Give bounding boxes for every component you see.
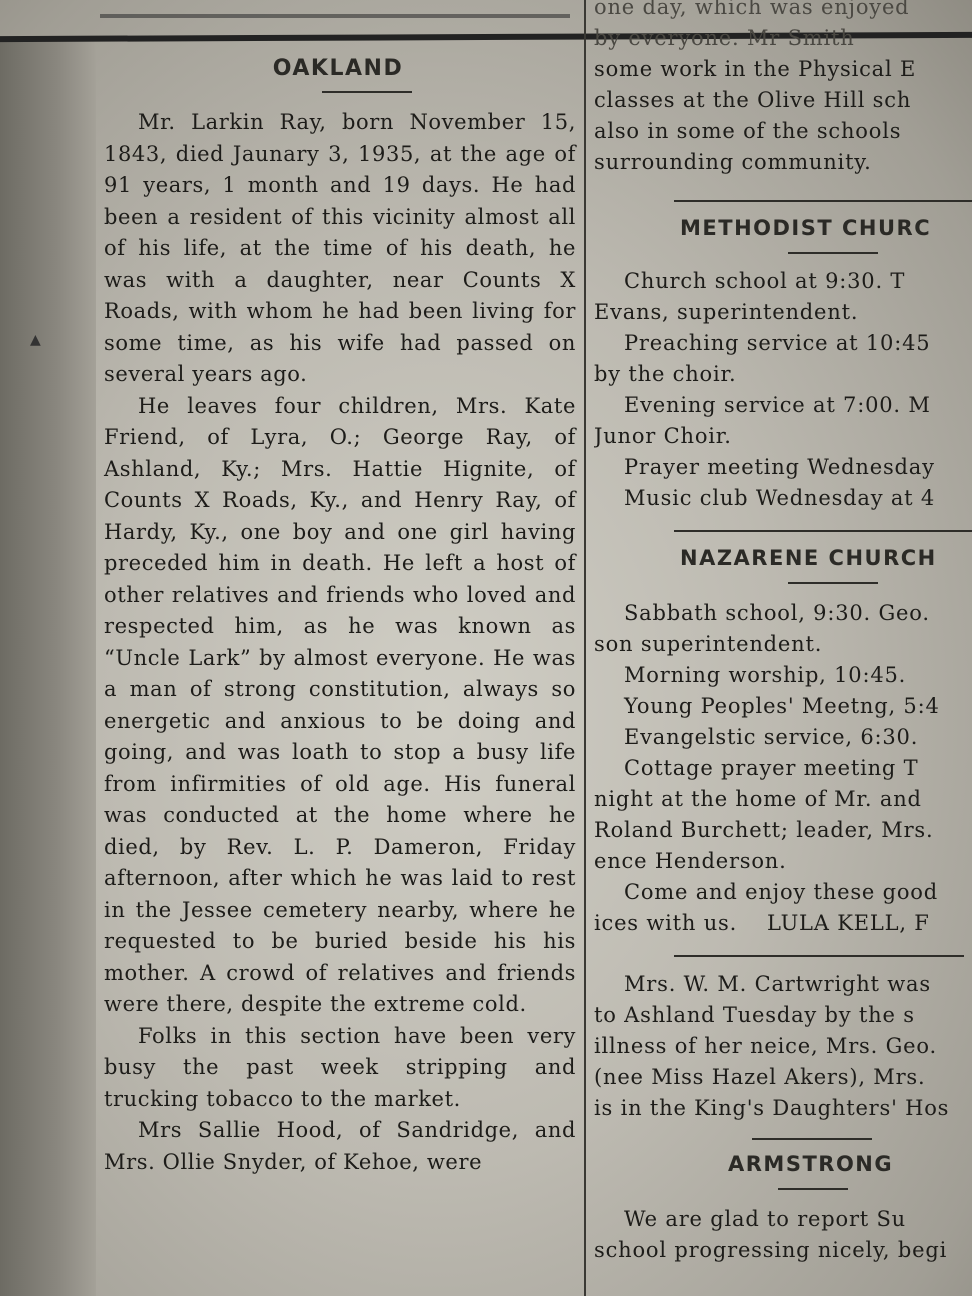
text-line: by everyone. Mr Smith bbox=[594, 26, 855, 50]
heading-rule bbox=[788, 252, 878, 254]
nazarene-listing bbox=[594, 598, 972, 939]
obituary-paragraph-2: He leaves four children, Mrs. Kate Friend, of Lyra, O.; George Ray, of Ashland, Ky.; Mrs. Hattie Hignite, of Counts X Roads, Ky., and Henry Ray, of Hardy, Ky., one boy and one girl having preceded him in death. He left a host of other relatives and friends who loved and respected him, as he was known as “Uncle Lark” by almost everyone. He was a man of strong constitution, always so energetic and anxious to be doing and going, and was loath to stop a busy life from infirmities of old age. His funeral was conducted at the home where he died, by Rev. L. P. Dameron, Friday afternoon, after which he was laid to rest in the Jessee cemetery nearby, where he requested to be buried beside his his mother. A crowd of relatives and friends were there, despite the extreme cold. bbox=[104, 393, 576, 1016]
text-line: illness of her neice, Mrs. Geo. bbox=[594, 1034, 937, 1058]
news-paragraph-tobacco: Folks in this section have been very busy the past week stripping and trucking tobacco to the market. bbox=[104, 1023, 576, 1111]
text-line: classes at the Olive Hill sch bbox=[594, 88, 912, 112]
text-line: also in some of the schools bbox=[594, 119, 902, 143]
oakland-heading: OAKLAND bbox=[272, 56, 404, 81]
text-line: Roland Burchett; leader, Mrs. bbox=[594, 818, 934, 842]
cartwright-item bbox=[594, 969, 972, 1124]
section-rule bbox=[674, 955, 964, 957]
text-line: ices with us. LULA KELL, F bbox=[594, 911, 930, 935]
text-line: Mrs. W. M. Cartwright was bbox=[624, 972, 931, 996]
heading-rule bbox=[778, 1188, 848, 1190]
text-line: surrounding community. bbox=[594, 150, 872, 174]
text-line: Evening service at 7:00. M bbox=[624, 393, 931, 417]
text-line: Come and enjoy these good bbox=[624, 880, 938, 904]
page-shadow-edge bbox=[0, 40, 96, 1296]
text-line: Cottage prayer meeting T bbox=[624, 756, 919, 780]
text-line: Evangelstic service, 6:30. bbox=[624, 725, 919, 749]
text-line: ence Henderson. bbox=[594, 849, 787, 873]
news-paragraph-visitors: Mrs Sallie Hood, of Sandridge, and Mrs. Ollie Snyder, of Kehoe, were bbox=[104, 1118, 576, 1174]
text-line: Music club Wednesday at 4 bbox=[624, 486, 936, 510]
text-line: school progressing nicely, begi bbox=[594, 1238, 948, 1262]
text-line: We are glad to report Su bbox=[624, 1207, 907, 1231]
text-line: (nee Miss Hazel Akers), Mrs. bbox=[594, 1065, 926, 1089]
methodist-heading: METHODIST CHURC bbox=[680, 216, 932, 240]
text-line: son superintendent. bbox=[594, 632, 823, 656]
armstrong-heading: ARMSTRONG bbox=[728, 1152, 894, 1176]
text-line: by the choir. bbox=[594, 362, 737, 386]
text-line: night at the home of Mr. and bbox=[594, 787, 922, 811]
text-line: Evans, superintendent. bbox=[594, 300, 859, 324]
text-line: Preaching service at 10:45 bbox=[624, 331, 931, 355]
margin-mark: ▲ bbox=[30, 332, 41, 348]
continued-article bbox=[594, 0, 972, 178]
left-column bbox=[104, 0, 576, 1178]
text-line: is in the King's Daughters' Hos bbox=[594, 1096, 950, 1120]
nazarene-heading: NAZARENE CHURCH bbox=[680, 546, 937, 570]
section-rule bbox=[752, 1138, 872, 1140]
text-line: some work in the Physical E bbox=[594, 57, 917, 81]
text-line: Church school at 9:30. T bbox=[624, 269, 906, 293]
text-line: Junor Choir. bbox=[594, 424, 732, 448]
armstrong-listing bbox=[594, 1204, 972, 1266]
text-line: one day, which was enjoyed bbox=[594, 0, 910, 19]
text-line: Sabbath school, 9:30. Geo. bbox=[624, 601, 930, 625]
methodist-listing bbox=[594, 266, 972, 514]
section-rule bbox=[674, 200, 972, 202]
column-divider bbox=[584, 0, 586, 1296]
heading-rule bbox=[322, 91, 412, 93]
text-line: Young Peoples' Meetng, 5:4 bbox=[624, 694, 940, 718]
right-column bbox=[594, 0, 972, 1266]
text-line: to Ashland Tuesday by the s bbox=[594, 1003, 915, 1027]
section-rule bbox=[674, 530, 972, 532]
text-line: Prayer meeting Wednesday bbox=[624, 455, 935, 479]
text-line: Morning worship, 10:45. bbox=[624, 663, 907, 687]
heading-rule bbox=[788, 582, 878, 584]
obituary-paragraph-1: Mr. Larkin Ray, born November 15, 1843, died Jaunary 3, 1935, at the age of 91 years, 1 month and 19 days. He had been a resident of this vicinity almost all of his life, at the time of his death, he was with a daughter, near Counts X Roads, with whom he had been living for some time, as his wife had passed on several years ago. bbox=[104, 110, 576, 386]
